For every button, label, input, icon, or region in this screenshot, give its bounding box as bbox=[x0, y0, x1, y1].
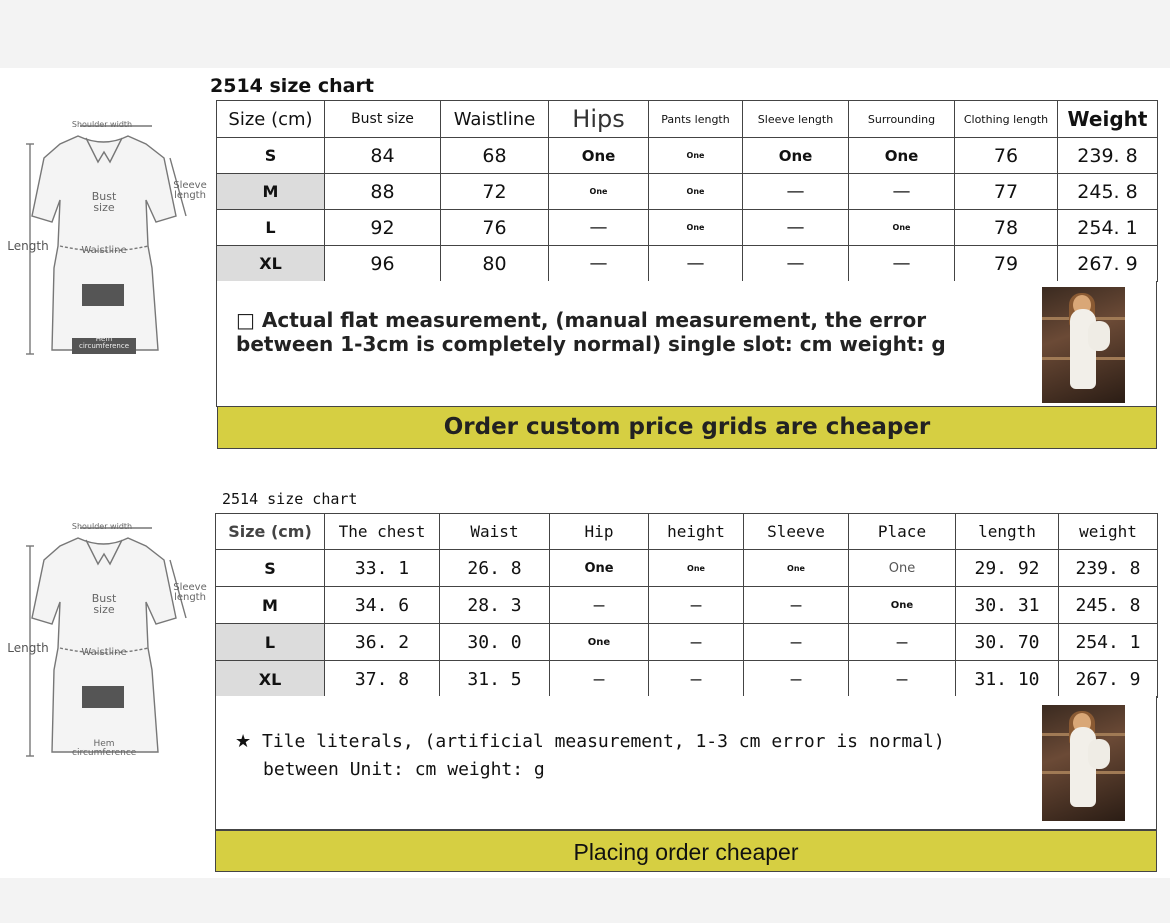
model-photo bbox=[1042, 705, 1125, 821]
table-cell: 254. 1 bbox=[1058, 210, 1158, 246]
table-cell: One bbox=[649, 138, 743, 174]
table-cell: 28. 3 bbox=[440, 587, 550, 624]
table-cell: One bbox=[550, 550, 649, 587]
hem-circumference-label: Hem circumference bbox=[72, 739, 137, 758]
table-cell: One bbox=[549, 174, 649, 210]
table-cell: 239. 8 bbox=[1058, 138, 1158, 174]
table-cell: 96 bbox=[325, 246, 441, 282]
table-cell: 37. 8 bbox=[325, 661, 440, 698]
table-cell: 79 bbox=[955, 246, 1058, 282]
table-cell: 239. 8 bbox=[1059, 550, 1158, 587]
table-cell: One bbox=[649, 210, 743, 246]
table-cell: 88 bbox=[325, 174, 441, 210]
sleeve bbox=[1088, 739, 1110, 769]
star-icon: ★ bbox=[235, 731, 252, 752]
header-cell: Clothing length bbox=[955, 101, 1058, 138]
table-cell: — bbox=[744, 661, 849, 698]
table-cell: 267. 9 bbox=[1059, 661, 1158, 698]
table-cell: 30. 70 bbox=[956, 624, 1059, 661]
header-cell: Sleeve length bbox=[743, 101, 849, 138]
table-cell: 267. 9 bbox=[1058, 246, 1158, 282]
header-cell: height bbox=[649, 514, 744, 550]
header-cell: Hip bbox=[550, 514, 649, 550]
table-cell: 30. 0 bbox=[440, 624, 550, 661]
header-cell: Pants length bbox=[649, 101, 743, 138]
table-cell: 34. 6 bbox=[325, 587, 440, 624]
length-label: Length bbox=[7, 239, 49, 253]
table-cell: — bbox=[649, 246, 743, 282]
table-cell: 36. 2 bbox=[325, 624, 440, 661]
table-cell: 78 bbox=[955, 210, 1058, 246]
size-cell: XL bbox=[216, 661, 325, 698]
table-cell: 77 bbox=[955, 174, 1058, 210]
table-cell: One bbox=[744, 550, 849, 587]
table-cell: One bbox=[649, 550, 744, 587]
table-row bbox=[216, 624, 1158, 661]
table-cell: — bbox=[649, 624, 744, 661]
table-row bbox=[217, 138, 1158, 174]
hem-circumference-label: Hem circumference bbox=[78, 335, 129, 350]
size-table-2 bbox=[215, 513, 1158, 698]
header-cell: Waistline bbox=[441, 101, 549, 138]
table-cell: 72 bbox=[441, 174, 549, 210]
table-row bbox=[216, 587, 1158, 624]
size-cell: XL bbox=[217, 246, 325, 282]
table-cell: 76 bbox=[441, 210, 549, 246]
table-cell: One bbox=[849, 138, 955, 174]
table-cell: — bbox=[849, 661, 956, 698]
table-cell: — bbox=[849, 174, 955, 210]
table-cell: — bbox=[649, 661, 744, 698]
header-cell: Size (cm) bbox=[216, 514, 325, 550]
table-row bbox=[217, 246, 1158, 282]
header-cell: Surrounding bbox=[849, 101, 955, 138]
promo-banner: Order custom price grids are cheaper bbox=[217, 406, 1157, 449]
table-header-row bbox=[216, 514, 1158, 550]
table-row bbox=[216, 550, 1158, 587]
size-chart-caption: 2514 size chart bbox=[222, 490, 358, 508]
header-cell: Bust size bbox=[325, 101, 441, 138]
table-cell: 92 bbox=[325, 210, 441, 246]
table-cell: One bbox=[849, 587, 956, 624]
waistline-label: Waistline bbox=[81, 647, 127, 658]
promo-banner: Placing order cheaper bbox=[215, 830, 1157, 872]
table-cell: — bbox=[649, 587, 744, 624]
table-cell: One bbox=[550, 624, 649, 661]
header-cell: Weight bbox=[1058, 101, 1158, 138]
table-row bbox=[217, 210, 1158, 246]
measurement-note-box bbox=[216, 281, 1157, 407]
table-cell: 26. 8 bbox=[440, 550, 550, 587]
size-cell: M bbox=[217, 174, 325, 210]
table-cell: One bbox=[849, 550, 956, 587]
table-cell: One bbox=[649, 174, 743, 210]
note-line-2: between Unit: cm weight: g bbox=[263, 759, 545, 780]
table-cell: — bbox=[549, 210, 649, 246]
table-cell: — bbox=[549, 246, 649, 282]
size-cell: S bbox=[216, 550, 325, 587]
table-cell: 30. 31 bbox=[956, 587, 1059, 624]
bust-size-label: Bust size bbox=[91, 592, 117, 616]
header-cell: Hips bbox=[549, 101, 649, 138]
table-cell: One bbox=[849, 210, 955, 246]
size-chart-caption: 2514 size chart bbox=[210, 75, 374, 97]
header-cell: Waist bbox=[440, 514, 550, 550]
header-cell: length bbox=[956, 514, 1059, 550]
table-cell: 68 bbox=[441, 138, 549, 174]
header-cell: Place bbox=[849, 514, 956, 550]
length-label: Length bbox=[7, 641, 49, 655]
table-cell: 245. 8 bbox=[1059, 587, 1158, 624]
table-cell: 84 bbox=[325, 138, 441, 174]
table-cell: — bbox=[743, 174, 849, 210]
table-cell: — bbox=[743, 210, 849, 246]
table-cell: One bbox=[743, 138, 849, 174]
table-cell: 245. 8 bbox=[1058, 174, 1158, 210]
dress-diagram-2 bbox=[0, 520, 212, 770]
table-cell: 76 bbox=[955, 138, 1058, 174]
dress-diagram-1 bbox=[0, 118, 212, 368]
size-table-1 bbox=[216, 100, 1158, 282]
table-cell: 33. 1 bbox=[325, 550, 440, 587]
header-cell: weight bbox=[1059, 514, 1158, 550]
measurement-note: □ Actual flat measurement, (manual measurement, the error between 1-3cm is completely normal) single slot: cm weight: g bbox=[236, 308, 946, 356]
table-cell: 31. 10 bbox=[956, 661, 1059, 698]
table-cell: — bbox=[744, 587, 849, 624]
measurement-note-box bbox=[215, 696, 1157, 830]
size-cell: M bbox=[216, 587, 325, 624]
size-cell: L bbox=[217, 210, 325, 246]
header-cell: Sleeve bbox=[744, 514, 849, 550]
size-cell: L bbox=[216, 624, 325, 661]
header-cell: Size (cm) bbox=[217, 101, 325, 138]
table-cell: 80 bbox=[441, 246, 549, 282]
sleeve-length-label: Sleeve length bbox=[173, 180, 207, 201]
table-cell: One bbox=[549, 138, 649, 174]
bust-size-label: Bust size bbox=[91, 190, 117, 214]
table-cell: — bbox=[743, 246, 849, 282]
table-row bbox=[216, 661, 1158, 698]
table-cell: 31. 5 bbox=[440, 661, 550, 698]
sleeve-length-label: Sleeve length bbox=[173, 582, 207, 603]
model-photo bbox=[1042, 287, 1125, 403]
table-cell: — bbox=[550, 661, 649, 698]
size-cell: S bbox=[217, 138, 325, 174]
table-cell: 29. 92 bbox=[956, 550, 1059, 587]
note-line-1: Tile literals, (artificial measurement, 1-3 cm error is normal) bbox=[261, 731, 945, 752]
table-row bbox=[217, 174, 1158, 210]
header-cell: The chest bbox=[325, 514, 440, 550]
table-cell: 254. 1 bbox=[1059, 624, 1158, 661]
table-header-row bbox=[217, 101, 1158, 138]
table-cell: — bbox=[849, 246, 955, 282]
table-cell: — bbox=[550, 587, 649, 624]
table-cell: — bbox=[744, 624, 849, 661]
shoulder-width-label: Shoulder width bbox=[71, 120, 133, 129]
measurement-note bbox=[235, 728, 995, 784]
waistline-label: Waistline bbox=[81, 245, 127, 256]
table-cell: — bbox=[849, 624, 956, 661]
sleeve bbox=[1088, 321, 1110, 351]
shoulder-width-label: Shoulder width bbox=[71, 522, 133, 531]
